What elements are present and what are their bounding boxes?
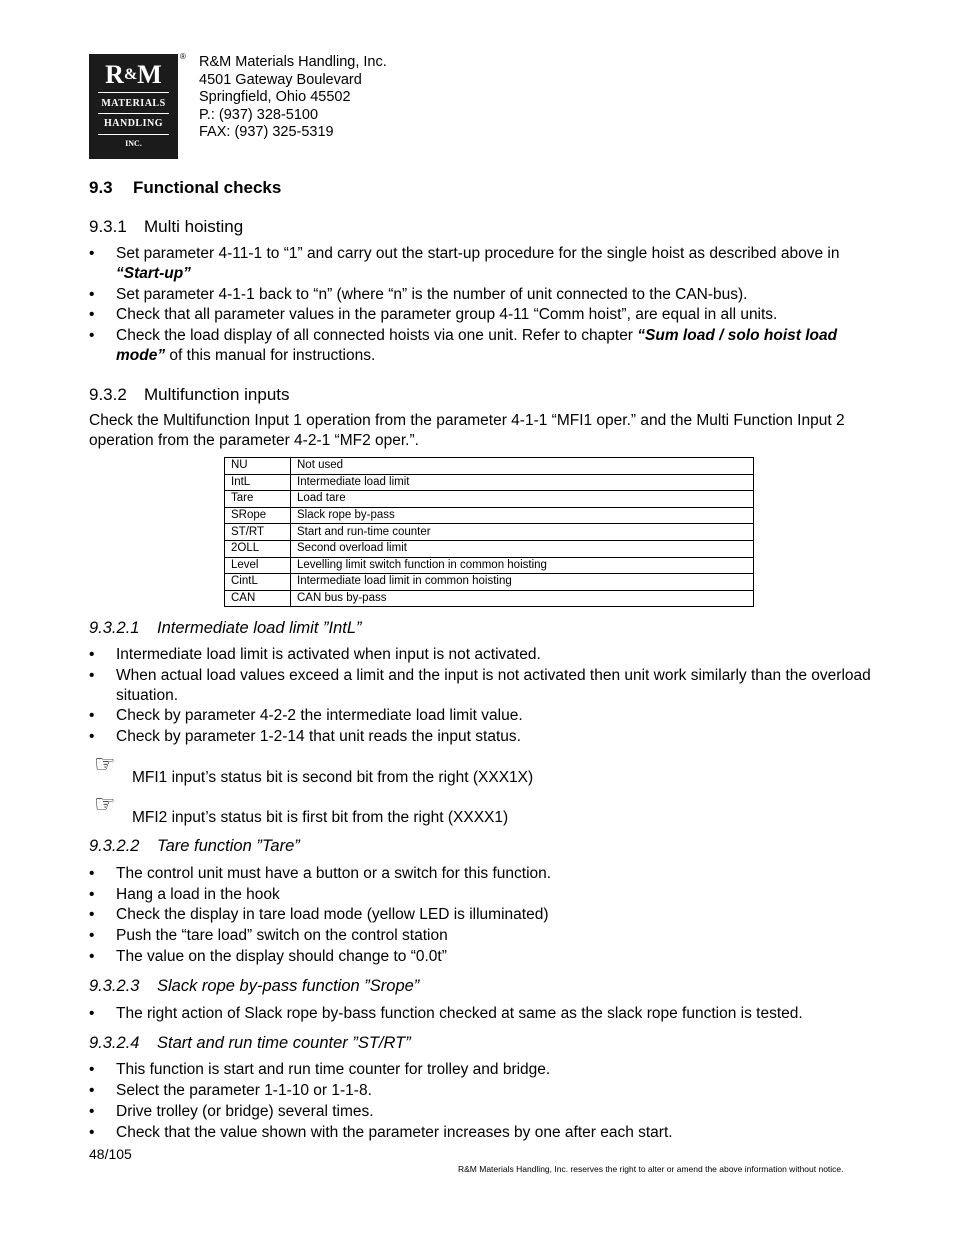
bullet-icon: • [89,906,95,923]
multifunction-intro: Check the Multifunction Input 1 operation from the parameter 4-1-1 “MFI1 oper.” and the Multi Function Input 2 operation from the parameter 4-2-1 “MF2 oper.”. [89,412,845,449]
list-item: Check by parameter 1-2-14 that unit reads the input status. [116,728,521,745]
bullet-icon: • [89,1082,95,1099]
note-text: MFI1 input’s status bit is second bit from the right (XXX1X) [132,769,534,786]
list-item: Check that all parameter values in the parameter group 4-11 “Comm hoist”, are equal in all units. [116,306,778,323]
company-address [199,54,387,142]
bullet-icon: • [89,286,95,303]
list-item: Set parameter 4-1-1 back to “n” (where “n” is the number of unit connected to the CAN-bus). [116,286,748,303]
address-line: Springfield, Ohio 45502 [199,89,351,106]
table-cell: 2OLL [225,540,291,557]
bullet-icon: • [89,245,95,262]
list-item: Select the parameter 1-1-10 or 1-1-8. [116,1082,372,1099]
table-cell: Second overload limit [291,540,754,557]
bullet-icon: • [89,948,95,965]
table-row [225,524,754,541]
list-item: Push the “tare load” switch on the control station [116,927,448,944]
table-row [225,491,754,508]
heading-9-3-2: 9.3.2 Multifunction inputs [89,385,290,404]
address-line: P.: (937) 328-5100 [199,106,319,123]
footer-disclaimer: R&M Materials Handling, Inc. reserves the right to alter or amend the above information without notice. [458,1164,844,1174]
table-cell: Slack rope by-pass [291,507,754,524]
pointing-hand-icon: ☞ [94,751,116,778]
heading-9-3: 9.3 Functional checks [89,178,282,197]
table-row [225,507,754,524]
table-cell: Intermediate load limit [291,474,754,491]
heading-9-3-2-4: 9.3.2.4 Start and run time counter ”ST/RT” [89,1034,411,1052]
list-item: Check the display in tare load mode (yellow LED is illuminated) [116,906,549,923]
logo-line3: INC. [125,139,142,148]
heading-9-3-2-3: 9.3.2.3 Slack rope by-pass function ”Srope” [89,977,420,995]
bullet-icon: • [89,1061,95,1078]
address-line: 4501 Gateway Boulevard [199,71,362,88]
table-row [225,557,754,574]
list-item: Set parameter 4-11-1 to “1” and carry out the start-up procedure for the single hoist as described above in “Start-up” [116,245,840,282]
table-cell: IntL [225,474,291,491]
logo-line1: MATERIALS [101,98,166,109]
heading-9-3-2-1: 9.3.2.1 Intermediate load limit ”IntL” [89,619,362,637]
bullet-icon: • [89,1103,95,1120]
company-logo [89,54,178,159]
bullet-icon: • [89,1124,95,1141]
list-item: Check by parameter 4-2-2 the intermediate load limit value. [116,707,523,724]
table-row [225,474,754,491]
table-cell: Load tare [291,491,754,508]
list-item: Drive trolley (or bridge) several times. [116,1103,374,1120]
table-row [225,458,754,475]
table-cell: CintL [225,574,291,591]
table-cell: CAN bus by-pass [291,590,754,607]
bullet-icon: • [89,728,95,745]
list-item: Check the load display of all connected hoists via one unit. Refer to chapter “Sum load / solo hoist load mode” of this manual for instructions. [116,327,838,364]
address-line: R&M Materials Handling, Inc. [199,54,387,70]
bullet-icon: • [89,707,95,724]
table-cell: Start and run-time counter [291,524,754,541]
table-cell: Tare [225,491,291,508]
table-cell: Levelling limit switch function in common hoisting [291,557,754,574]
logo-line2: HANDLING [103,118,163,129]
heading-9-3-1: 9.3.1 Multi hoisting [89,217,244,236]
list-item: The value on the display should change to “0.0t” [116,948,447,965]
mfi-options-table [224,457,754,607]
table-row [225,590,754,607]
bullet-icon: • [89,927,95,944]
table-cell: ST/RT [225,524,291,541]
list-item: This function is start and run time counter for trolley and bridge. [116,1061,551,1078]
pointing-hand-icon: ☞ [94,791,116,818]
bullet-icon: • [89,327,95,344]
page-number: 48/105 [89,1146,132,1162]
registered-mark: ® [180,52,186,61]
table-cell: Not used [291,458,754,475]
bullet-icon: • [89,865,95,882]
heading-9-3-2-2: 9.3.2.2 Tare function ”Tare” [89,837,300,855]
bullet-icon: • [89,306,95,323]
list-item: Intermediate load limit is activated when input is not activated. [116,646,541,663]
table-cell: NU [225,458,291,475]
bullet-icon: • [89,667,95,684]
table-cell: Intermediate load limit in common hoisting [291,574,754,591]
list-item: Check that the value shown with the parameter increases by one after each start. [116,1124,673,1141]
list-item: When actual load values exceed a limit and the input is not activated then unit work similarly than the overload situation. [116,667,871,704]
table-row [225,574,754,591]
bullet-icon: • [89,1005,95,1022]
note-text: MFI2 input’s status bit is first bit from the right (XXXX1) [132,809,509,826]
list-item: The right action of Slack rope by-bass function checked at same as the slack rope function is tested. [116,1005,803,1022]
address-line: FAX: (937) 325-5319 [199,124,334,141]
logo-text: R&M [105,60,162,89]
bullet-icon: • [89,886,95,903]
table-row [225,540,754,557]
table-cell: SRope [225,507,291,524]
bullet-icon: • [89,646,95,663]
table-cell: CAN [225,590,291,607]
list-item: The control unit must have a button or a switch for this function. [116,865,552,882]
table-cell: Level [225,557,291,574]
list-item: Hang a load in the hook [116,886,280,903]
